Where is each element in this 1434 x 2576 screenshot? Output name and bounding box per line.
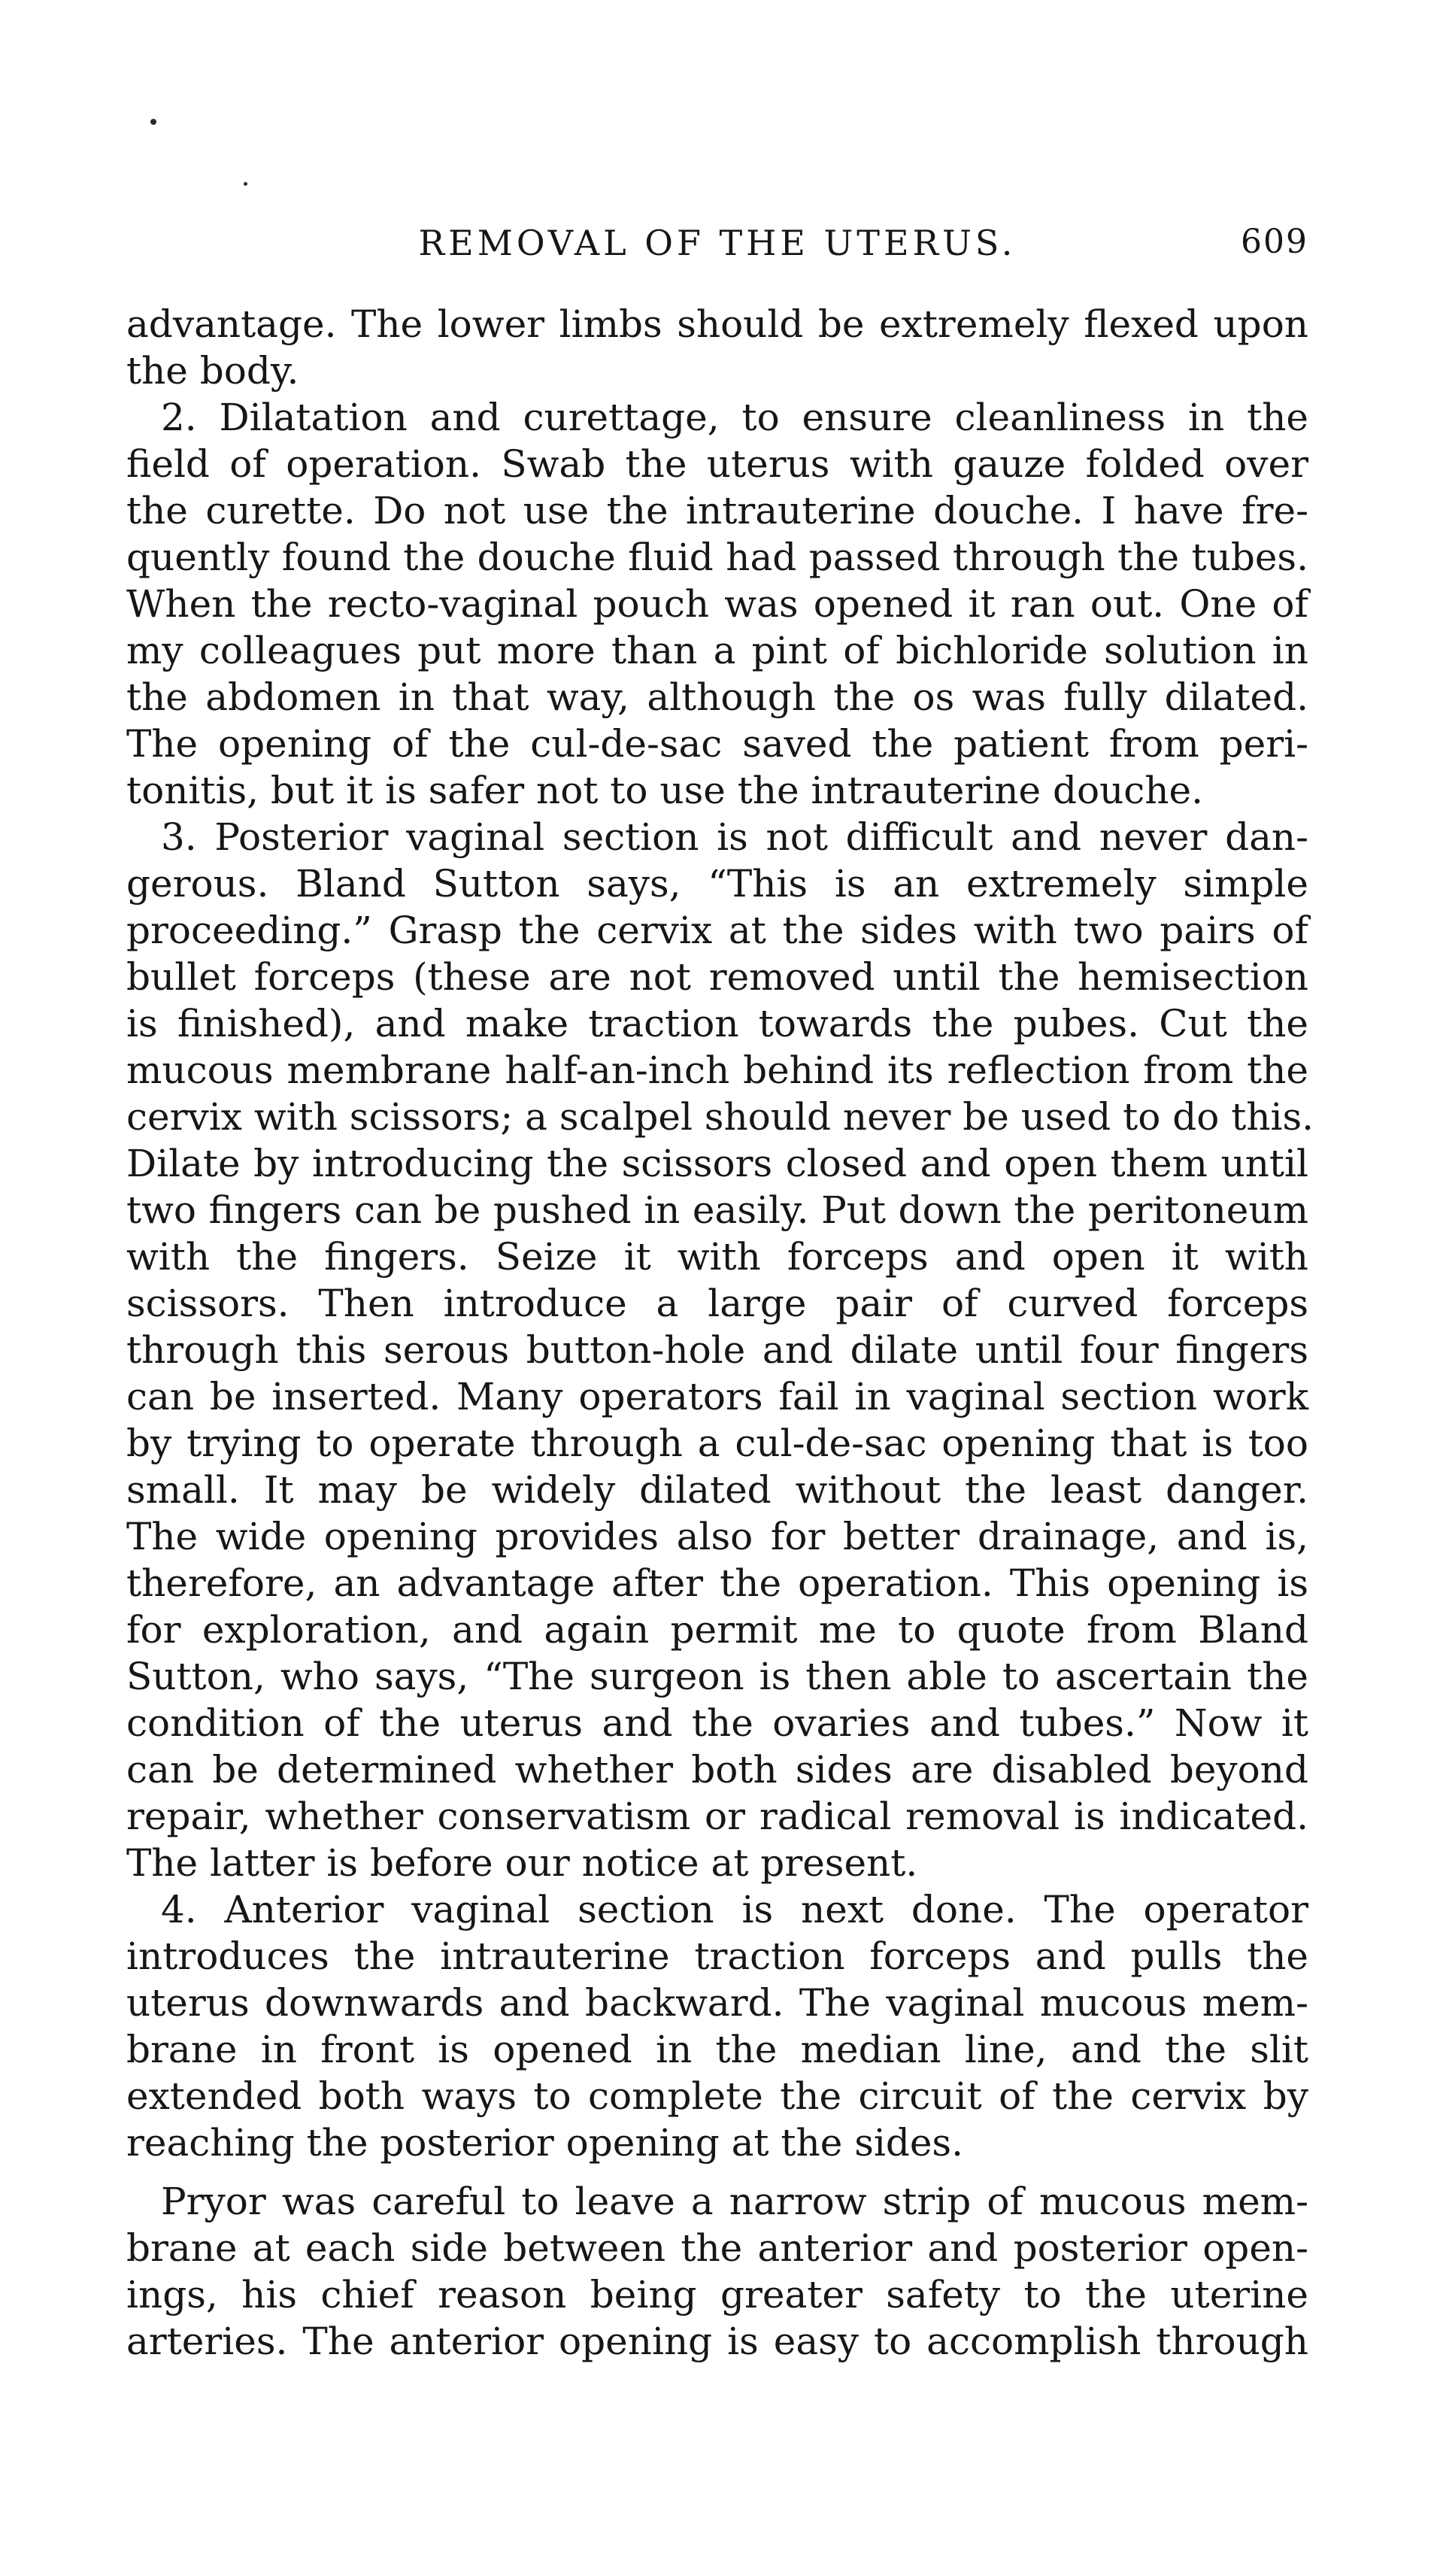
text-line: When the recto-vaginal pouch was opened it ran out. One of — [126, 582, 1308, 626]
text-line: is finished), and make traction towards the pubes. Cut the — [126, 1002, 1308, 1045]
text-line: 3. Posterior vaginal section is not difficult and never dan- — [161, 815, 1308, 859]
text-line: arteries. The anterior opening is easy to accomplish through — [126, 2320, 1308, 2363]
text-line: repair, whether conservatism or radical removal is indicated. — [126, 1795, 1308, 1838]
text-line: brane at each side between the anterior and posterior open- — [126, 2226, 1308, 2270]
text-line: the body. — [126, 349, 299, 393]
text-line: uterus downwards and backward. The vaginal mucous mem- — [126, 1981, 1308, 2025]
text-line: 2. Dilatation and curettage, to ensure cleanliness in the — [161, 396, 1308, 439]
text-line: my colleagues put more than a pint of bichloride solution in — [126, 629, 1308, 672]
text-line: mucous membrane half-an-inch behind its reflection from the — [126, 1048, 1308, 1092]
text-line: The wide opening provides also for better drainage, and is, — [126, 1515, 1308, 1558]
text-line: can be inserted. Many operators fail in vaginal section work — [126, 1375, 1308, 1418]
text-line: field of operation. Swab the uterus with gauze folded over — [126, 442, 1308, 486]
text-line: the curette. Do not use the intrauterine douche. I have fre- — [126, 489, 1308, 532]
text-line: cervix with scissors; a scalpel should never be used to do this. — [126, 1095, 1314, 1139]
text-line: through this serous button-hole and dilate until four fingers — [126, 1328, 1308, 1372]
text-line: tonitis, but it is safer not to use the intrauterine douche. — [126, 769, 1203, 812]
text-line: scissors. Then introduce a large pair of curved forceps — [126, 1282, 1308, 1325]
text-line: therefore, an advantage after the operation. This opening is — [126, 1561, 1308, 1605]
text-line: advantage. The lower limbs should be extremely flexed upon — [126, 302, 1308, 346]
stray-ink-dot — [244, 182, 247, 186]
text-line: Sutton, who says, “The surgeon is then able to ascertain the — [126, 1655, 1308, 1698]
text-line: the abdomen in that way, although the os was fully dilated. — [126, 675, 1308, 719]
text-line: with the fingers. Seize it with forceps and open it with — [126, 1235, 1308, 1279]
text-line: extended both ways to complete the circuit of the cervix by — [126, 2074, 1308, 2118]
text-line: for exploration, and again permit me to quote from Bland — [126, 1608, 1308, 1652]
text-line: introduces the intrauterine traction forceps and pulls the — [126, 1934, 1308, 1978]
running-title: REMOVAL OF THE UTERUS. — [418, 223, 1017, 263]
running-head — [126, 223, 1308, 268]
text-line: by trying to operate through a cul-de-sac opening that is too — [126, 1422, 1308, 1465]
text-line: reaching the posterior opening at the sides. — [126, 2121, 963, 2165]
text-line: ings, his chief reason being greater safety to the uterine — [126, 2273, 1308, 2317]
text-line: small. It may be widely dilated without the least danger. — [126, 1468, 1308, 1512]
text-line: two fingers can be pushed in easily. Put down the peritoneum — [126, 1188, 1308, 1232]
text-line: can be determined whether both sides are disabled beyond — [126, 1748, 1308, 1792]
text-line: condition of the uterus and the ovaries and tubes.” Now it — [126, 1701, 1308, 1745]
page-number: 609 — [1241, 223, 1308, 261]
text-line: bullet forceps (these are not removed until the hemisection — [126, 955, 1308, 999]
text-line: 4. Anterior vaginal section is next done. The operator — [161, 1888, 1308, 1931]
text-line: quently found the douche fluid had passed through the tubes. — [126, 536, 1308, 579]
text-line: brane in front is opened in the median line, and the slit — [126, 2028, 1308, 2071]
text-line: The latter is before our notice at present. — [126, 1841, 918, 1885]
text-line: proceeding.” Grasp the cervix at the sides with two pairs of — [126, 909, 1308, 952]
stray-ink-dot — [150, 119, 156, 125]
text-line: The opening of the cul-de-sac saved the patient from peri- — [126, 722, 1308, 766]
text-line: Dilate by introducing the scissors closed and open them until — [126, 1142, 1308, 1185]
text-line: Pryor was careful to leave a narrow strip of mucous mem- — [161, 2180, 1308, 2223]
text-line: gerous. Bland Sutton says, “This is an extremely simple — [126, 862, 1308, 906]
body-text — [126, 301, 1314, 2365]
